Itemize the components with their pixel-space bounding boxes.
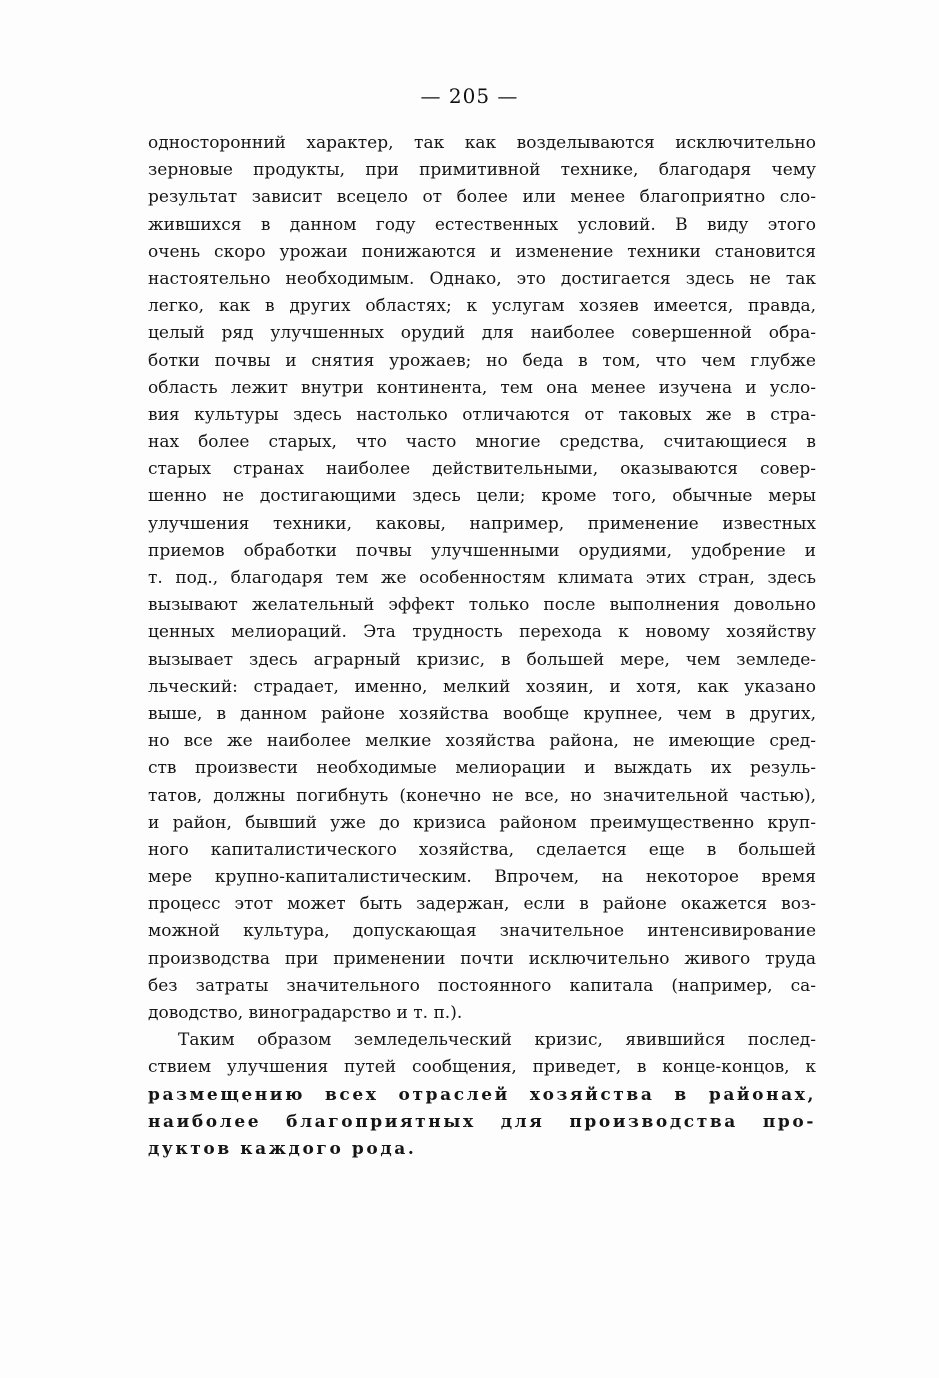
text-line: легко, как в других областях; к услугам хозяев имеется, правда, <box>148 296 816 317</box>
emphasized-line: размещению всех отраслей хозяйства в районах, <box>148 1084 816 1105</box>
text-line: доводство, виноградарство и т. п.). <box>148 1003 463 1023</box>
paragraph-2 <box>148 1027 816 1163</box>
text-line: приемов обработки почвы улучшенными орудиями, удобрение и <box>148 540 816 561</box>
text-line: но все же наиболее мелкие хозяйства района, не имеющие сред- <box>148 731 816 752</box>
emphasized-line: наиболее благоприятных для производства про- <box>148 1111 816 1132</box>
text-line: зерновые продукты, при примитивной технике, благодаря чему <box>148 160 816 181</box>
text-line: т. под., благодаря тем же особенностям климата этих стран, здесь <box>148 568 816 588</box>
text-line: Таким образом земледельческий кризис, явившийся послед- <box>178 1030 816 1051</box>
text-line: можной культура, допускающая значительное интенсивирование <box>148 921 816 942</box>
text-line: нах более старых, что часто многие средства, считающиеся в <box>148 432 816 453</box>
text-line: выше, в данном районе хозяйства вообще крупнее, чем в других, <box>148 703 816 724</box>
text-line: ств произвести необходимые мелиорации и выждать их резуль- <box>148 758 816 779</box>
text-line: и район, бывший уже до кризиса районом преимущественно круп- <box>148 812 816 833</box>
text-line: очень скоро урожаи понижаются и изменение техники становится <box>148 241 816 262</box>
text-line: вызывает здесь аграрный кризис, в большей мере, чем земледе- <box>148 649 816 670</box>
text-line: мере крупно-капиталистическим. Впрочем, на некоторое время <box>148 867 816 888</box>
paragraph-1 <box>148 130 816 1027</box>
emphasized-line: дуктов каждого рода. <box>148 1138 417 1159</box>
text-line: без затраты значительного постоянного капитала (например, са- <box>148 975 816 996</box>
text-line: процесс этот может быть задержан, если в районе окажется воз- <box>148 894 816 915</box>
text-line: жившихся в данном году естественных условий. В виду этого <box>148 214 816 235</box>
text-block <box>148 130 816 1163</box>
text-line: старых странах наиболее действительными, оказываются совер- <box>148 459 816 480</box>
text-line: шенно не достигающими здесь цели; кроме того, обычные меры <box>148 486 816 507</box>
text-line: ботки почвы и снятия урожаев; но беда в том, что чем глубже <box>148 350 816 371</box>
text-line: целый ряд улучшенных орудий для наиболее совершенной обра- <box>148 323 816 344</box>
text-line: производства при применении почти исключительно живого труда <box>148 948 816 969</box>
text-line: настоятельно необходимым. Однако, это достигается здесь не так <box>148 268 816 289</box>
text-line: односторонний характер, так как возделываются исключительно <box>148 133 816 153</box>
text-line: вызывают желательный эффект только после выполнения довольно <box>148 595 816 616</box>
text-line: область лежит внутри континента, тем она менее изучена и усло- <box>148 377 816 398</box>
text-line: татов, должны погибнуть (конечно не все, но значительной частью), <box>148 785 816 806</box>
text-line: улучшения техники, каковы, например, применение известных <box>148 513 816 534</box>
text-line: результат зависит всецело от более или менее благоприятно сло- <box>148 187 816 208</box>
text-line: льческий: страдает, именно, мелкий хозяин, и хотя, как указано <box>148 676 816 697</box>
text-line: ного капиталистического хозяйства, сделается еще в большей <box>148 839 816 860</box>
text-line: ценных мелиораций. Эта трудность перехода к новому хозяйству <box>148 622 816 643</box>
page-number: — 205 — <box>420 84 519 108</box>
text-line: ствием улучшения путей сообщения, приведет, в конце-концов, к <box>148 1057 816 1078</box>
text-line: вия культуры здесь настолько отличаются от таковых же в стра- <box>148 404 816 425</box>
